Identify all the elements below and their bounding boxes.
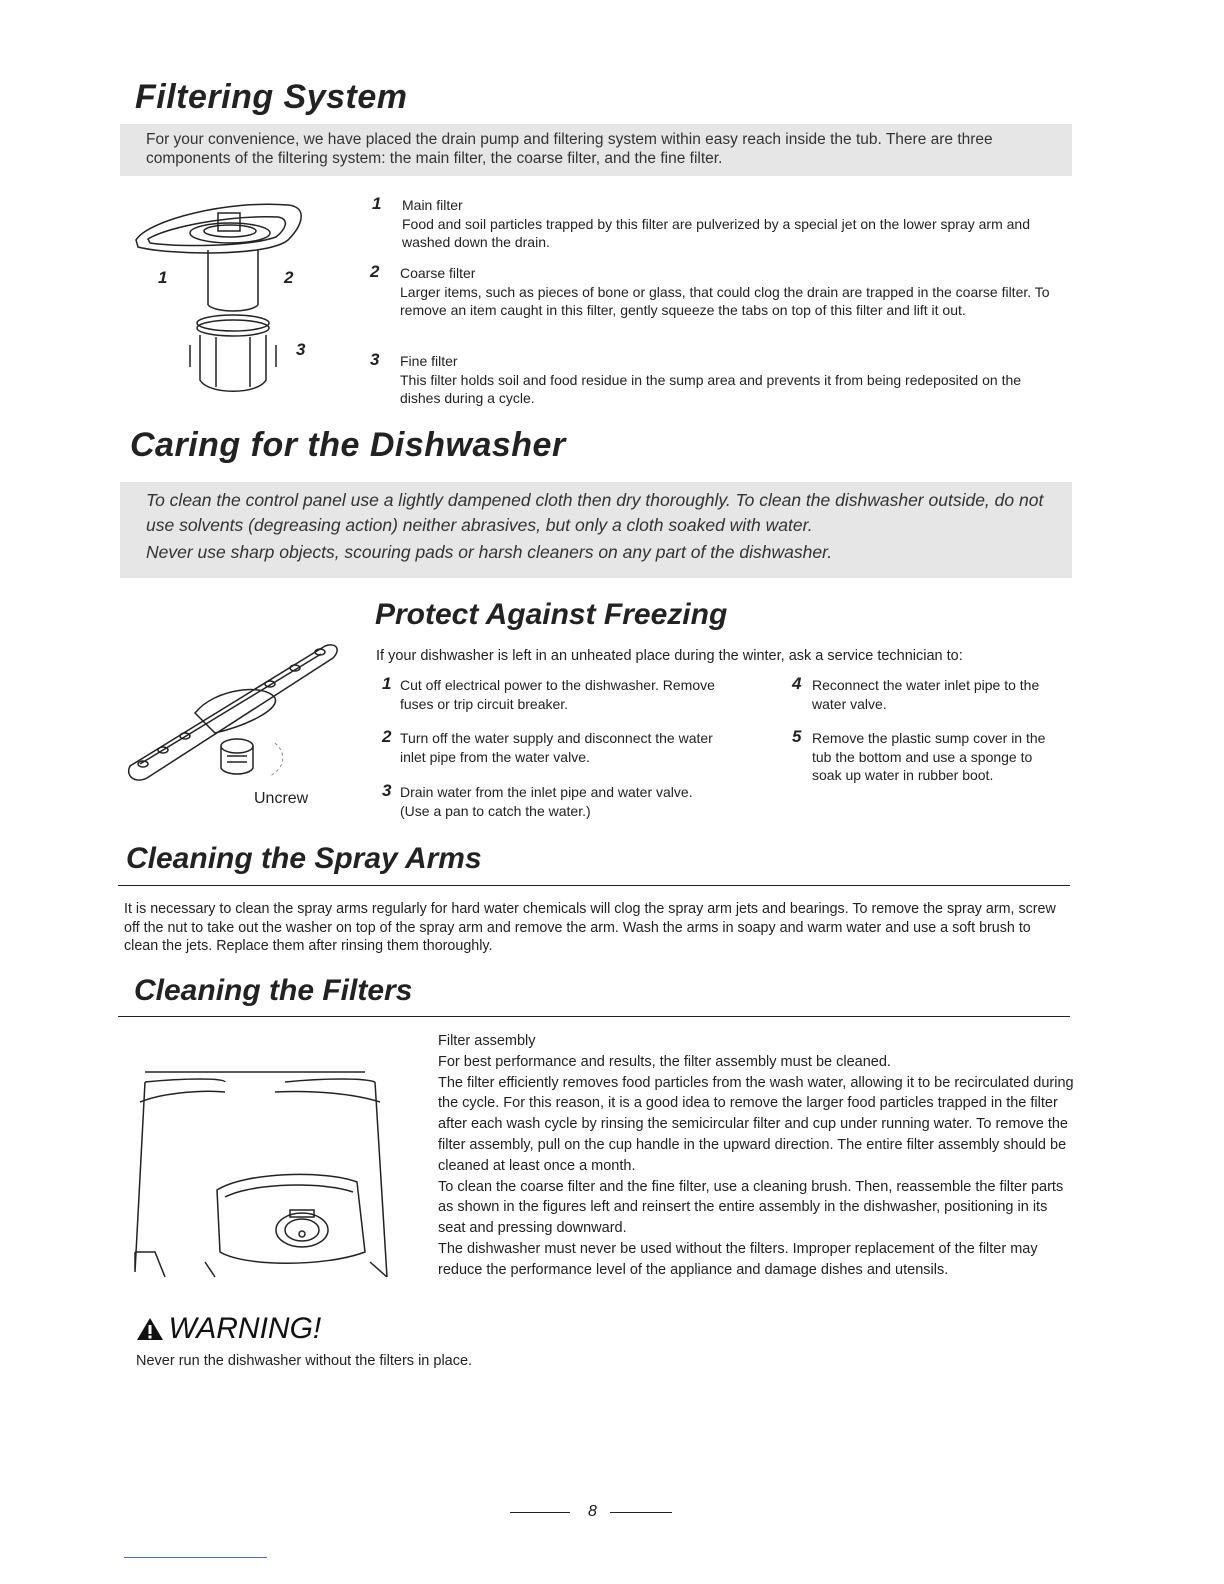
page-number: 8: [588, 1503, 597, 1520]
filters-paragraph-1: For best performance and results, the filter assembly must be cleaned.: [438, 1053, 891, 1070]
step-text: Remove the plastic sump cover in the tub the bottom and use a sponge to soak up water in rubber boot.: [812, 730, 1046, 783]
filter-item-title: Main filter: [402, 197, 463, 213]
step-text: Drain water from the inlet pipe and water valve. (Use a pan to catch the water.): [400, 784, 693, 819]
filter-item-number: 3: [370, 350, 380, 369]
step-text: Reconnect the water inlet pipe to the water valve.: [812, 677, 1040, 712]
spray-arm-caption: Uncrew: [254, 790, 309, 807]
spray-arms-text: It is necessary to clean the spray arms regularly for hard water chemicals will clog the spray arm jets and bearings. To remove the spray arm, screw off the nut to take out the washer on top of the spray arm and remove the arm. Wash the arms in soapy and warm water and use a soft brush to clean the jets. Replace them after rinsing them thoroughly.: [124, 901, 1056, 954]
filter-item: [370, 194, 1070, 262]
filters-paragraph-4: The dishwasher must never be used without the filters. Improper replacement of the filter may reduce the performance level of the appliance and damage dishes and utensils.: [438, 1240, 1038, 1278]
filter-item-title: Coarse filter: [400, 265, 476, 281]
filtering-system-title: Filtering System: [135, 78, 408, 116]
spray-arms-rule: [118, 885, 1070, 886]
filters-title: Cleaning the Filters: [134, 974, 413, 1007]
figure-label-3: 3: [296, 340, 306, 359]
filtering-intro-text: For your convenience, we have placed the drain pump and filtering system within easy reach inside the tub. There are three components of the filtering system: the main filter, the coarse filter, and the fine filter.: [146, 131, 993, 167]
step-text: Cut off electrical power to the dishwasher. Remove fuses or trip circuit breaker.: [400, 677, 715, 712]
spray-arm-illustration: [125, 638, 345, 788]
filter-item-number: 1: [372, 194, 382, 213]
filter-in-tub-illustration: [125, 1062, 395, 1292]
caring-title: Caring for the Dishwasher: [130, 426, 566, 464]
filter-item-number: 2: [370, 262, 380, 281]
step-number: 5: [792, 727, 802, 746]
filter-item-text: This filter holds soil and food residue in the sump area and prevents it from being redeposited on the dishes during a cycle.: [400, 371, 1022, 406]
filter-item-title: Fine filter: [400, 353, 458, 369]
filter-assembly-illustration: [128, 195, 328, 410]
step-number: 4: [792, 674, 802, 693]
freezing-step: [792, 676, 1062, 728]
freezing-step: [792, 729, 1062, 799]
filtering-intro-box: [120, 124, 1072, 176]
caring-box: [120, 482, 1072, 578]
step-number: 2: [382, 727, 392, 746]
warning-text: Never run the dishwasher without the filters in place.: [136, 1353, 473, 1369]
warning-heading: [136, 1312, 321, 1352]
filters-paragraph-2: The filter efficiently removes food particles from the wash water, allowing it to be recirculated during the cycle. For this reason, it is a good idea to remove the larger food particles trapped in the filter after each wash cycle by rinsing the semicircular filter and cup under running water. To remove the filter assembly, pull on the cup handle in the upward direction. The entire filter assembly should be cleaned at least once a month.: [438, 1074, 1074, 1174]
page-footer: [510, 1503, 675, 1523]
freezing-step: [382, 729, 742, 781]
filter-item: [370, 350, 1070, 410]
filters-heading: Filter assembly: [438, 1033, 536, 1049]
spray-arms-title: Cleaning the Spray Arms: [126, 842, 482, 875]
warning-title: WARNING!: [168, 1312, 322, 1345]
filter-items-list: [370, 194, 1070, 410]
step-number: 3: [382, 781, 392, 800]
caring-text-1: To clean the control panel use a lightly dampened cloth then dry thoroughly. To clean the dishwasher outside, do not use solvents (degreasing action) neither abrasives, but only a cloth soaked with water.: [146, 490, 1044, 535]
filter-item-text: Food and soil particles trapped by this filter are pulverized by a special jet on the lower spray arm and washed down the drain.: [402, 215, 1030, 250]
warning-triangle-icon: [136, 1316, 164, 1342]
figure-label-2: 2: [284, 268, 294, 287]
freezing-step: [382, 783, 742, 835]
freezing-step: [382, 676, 742, 728]
filter-item: [370, 262, 1070, 350]
filter-item-text: Larger items, such as pieces of bone or glass, that could clog the drain are trapped in the coarse filter. To remove an item caught in this filter, gently squeeze the tabs on top of this filter and lift it out.: [400, 283, 1050, 318]
bottom-edge-line: [124, 1557, 267, 1558]
freezing-intro: If your dishwasher is left in an unheated place during the winter, ask a service technician to:: [376, 648, 963, 664]
step-number: 1: [382, 674, 392, 693]
caring-text-2: Never use sharp objects, scouring pads or harsh cleaners on any part of the dishwasher.: [146, 542, 833, 562]
freezing-title: Protect Against Freezing: [375, 598, 728, 631]
filters-paragraph-3: To clean the coarse filter and the fine filter, use a cleaning brush. Then, reassemble the filter parts as shown in the figures left and reinsert the entire assembly in the dishwasher, positioning in its seat and pressing downward.: [438, 1178, 1064, 1237]
figure-label-1: 1: [158, 268, 168, 287]
filters-rule: [118, 1016, 1070, 1017]
filters-text-block: [438, 1031, 1078, 1281]
step-text: Turn off the water supply and disconnect the water inlet pipe from the water valve.: [400, 730, 713, 765]
